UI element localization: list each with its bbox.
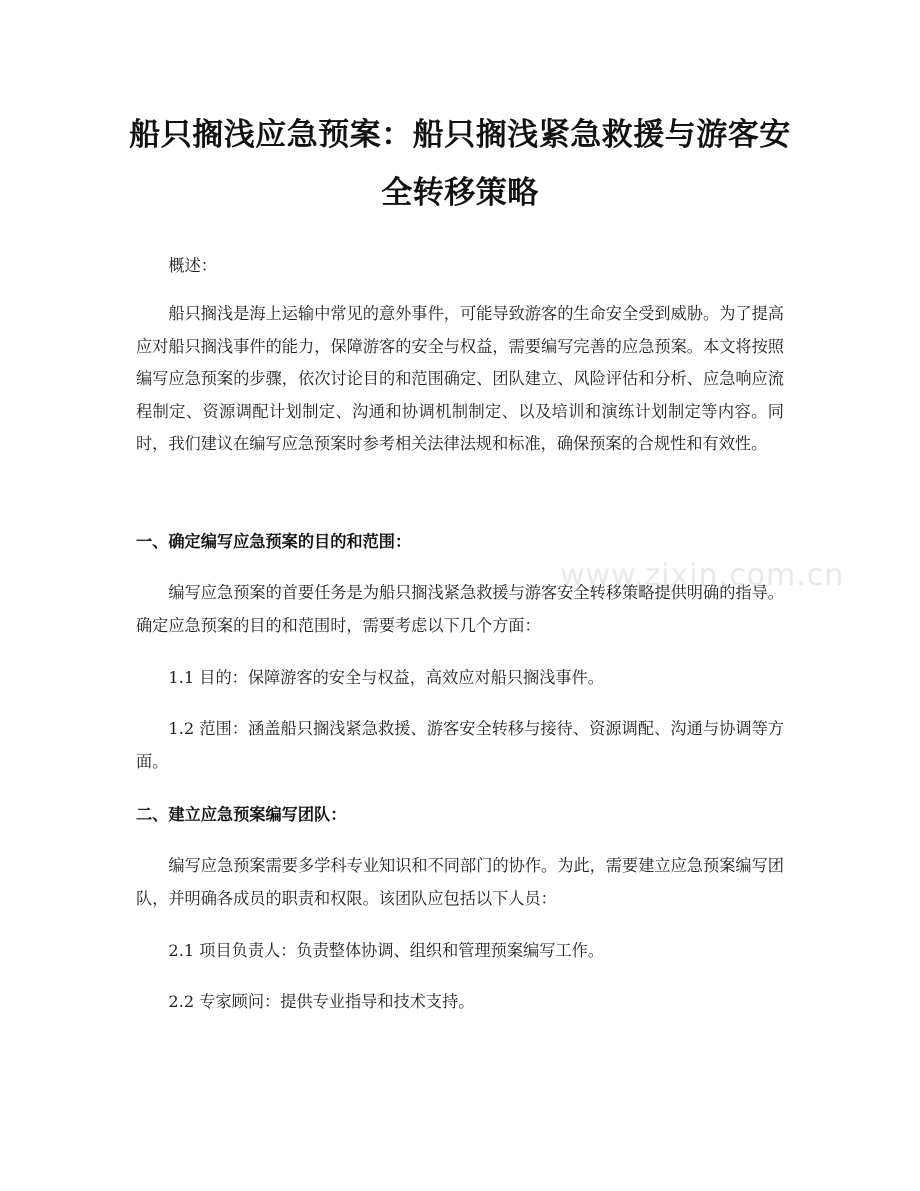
- section-1-intro: 编写应急预案的首要任务是为船只搁浅紧急救援与游客安全转移策略提供明确的指导。确定应急预案的目的和范围时，需要考虑以下几个方面：: [136, 583, 784, 635]
- document-title: 船只搁浅应急预案：船只搁浅紧急救援与游客安全转移策略: [129, 117, 791, 211]
- section-1-heading: 一、确定编写应急预案的目的和范围：: [136, 532, 412, 551]
- watermark-text: www.zixin.com.cn: [560, 558, 845, 593]
- overview-label: 概述：: [168, 256, 217, 275]
- section-2-item-2: 2.2 专家顾问：提供专业指导和技术支持。: [168, 992, 475, 1011]
- section-2-heading: 二、建立应急预案编写团队：: [136, 805, 347, 824]
- section-2-intro: 编写应急预案需要多学科专业知识和不同部门的协作。为此，需要建立应急预案编写团队，并明确各成员的职责和权限。该团队应包括以下人员：: [136, 856, 784, 908]
- overview-paragraph: 船只搁浅是海上运输中常见的意外事件，可能导致游客的生命安全受到威胁。为了提高应对船只搁浅事件的能力，保障游客的安全与权益，需要编写完善的应急预案。本文将按照编写应急预案的步骤，依次讨论目的和范围确定、团队建立、风险评估和分析、应急响应流程制定、资源调配计划制定、沟通和协调机制制定、以及培训和演练计划制定等内容。同时，我们建议在编写应急预案时参考相关法律法规和标准，确保预案的合规性和有效性。: [136, 304, 784, 453]
- section-1-item-2: 1.2 范围：涵盖船只搁浅紧急救援、游客安全转移与接待、资源调配、沟通与协调等方面。: [136, 719, 784, 771]
- section-1-item-1: 1.1 目的：保障游客的安全与权益，高效应对船只搁浅事件。: [168, 668, 604, 687]
- section-2-item-1: 2.1 项目负责人：负责整体协调、组织和管理预案编写工作。: [168, 941, 604, 960]
